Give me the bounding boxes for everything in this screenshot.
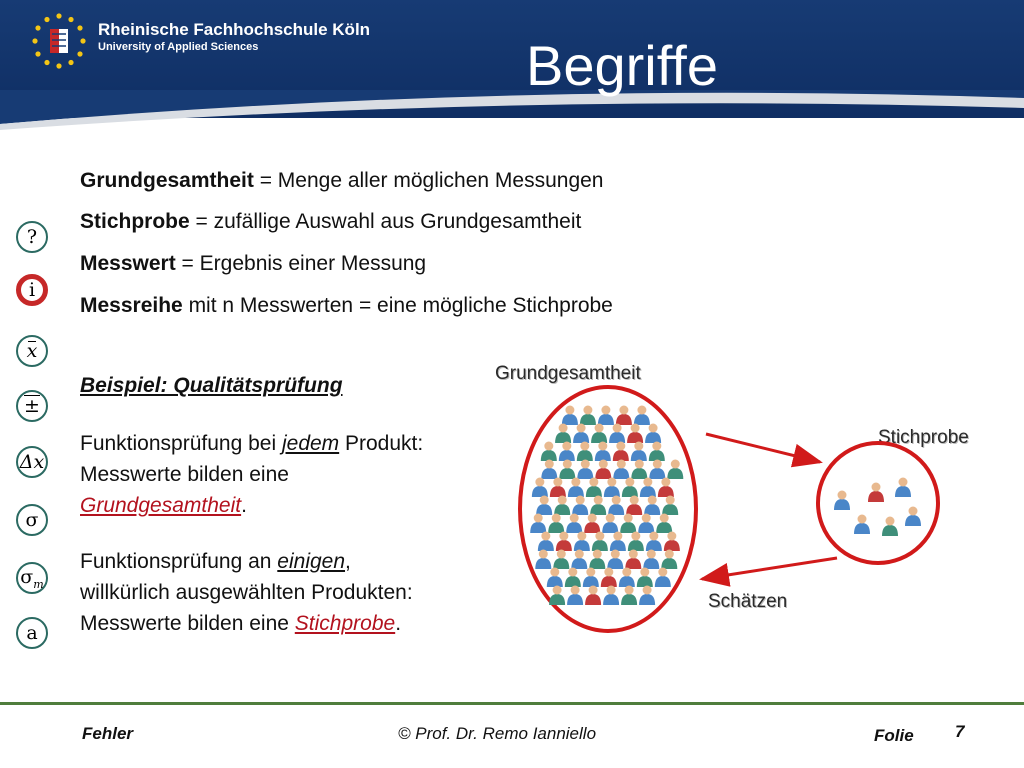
nav-sigma-m-button[interactable] [16,562,48,594]
person-icon [541,442,557,462]
person-icon [601,568,617,588]
person-icon [532,478,548,498]
person-icon [639,586,655,606]
person-icon [589,550,605,570]
person-icon [555,424,571,444]
grundgesamtheit-link[interactable]: Grundgesamtheit [80,494,242,517]
footer-folie-label: Folie [874,726,914,745]
estimate-arrow [702,558,837,579]
sample-figures [834,478,921,537]
person-icon [613,460,629,480]
person-icon [645,424,661,444]
person-icon [573,424,589,444]
person-icon [580,406,596,426]
person-icon [905,507,921,527]
person-icon [609,424,625,444]
person-icon [834,491,850,511]
person-icon [607,550,623,570]
person-icon [556,532,572,552]
person-icon [626,496,642,516]
person-icon [854,515,870,535]
definition-messreihe: Messreihe mit n Messwerten = eine mögliche Stichprobe [80,294,613,317]
footer-topic: Fehler [82,724,134,743]
person-icon [550,478,566,498]
person-icon [586,478,602,498]
person-icon [602,514,618,534]
person-icon [620,514,636,534]
person-icon [627,424,643,444]
footer-divider [0,702,1024,705]
person-icon [548,514,564,534]
person-icon [656,514,672,534]
person-icon [553,550,569,570]
person-icon [547,568,563,588]
delta-x-icon: Δx [19,451,45,473]
question-icon: ? [26,226,38,248]
person-icon [622,478,638,498]
person-icon [637,568,653,588]
university-name: Rheinische Fachhochschule Köln [98,20,371,39]
nav-mean-button[interactable] [16,335,48,367]
person-icon [571,550,587,570]
sigma-icon: σ [25,509,39,531]
sample-label: Stichprobe [878,427,969,448]
population-figures [530,406,683,606]
a-icon: a [26,622,38,644]
person-icon [667,460,683,480]
nav-sigma-button[interactable] [16,504,48,536]
person-icon [643,550,659,570]
plus-minus-icon: ± [24,395,40,417]
person-icon [538,532,554,552]
definition-messwert: Messwert = Ergebnis einer Messung [80,252,427,275]
example-heading: Beispiel: Qualitätsprüfung [80,374,343,397]
person-icon [655,568,671,588]
person-icon [541,460,557,480]
person-icon [572,496,588,516]
population-label: Grundgesamtheit [495,363,641,384]
person-icon [649,442,665,462]
person-icon [574,532,590,552]
person-icon [634,406,650,426]
person-icon [644,496,660,516]
person-icon [568,478,584,498]
person-icon [628,532,644,552]
diagram-graphics [490,355,1010,645]
example-paragraph-sample: Funktionsprüfung an einigen, willkürlich ausgewählten Produkten: Messwerte bilden eine Stichprobe. [80,550,413,635]
person-icon [530,514,546,534]
person-icon [619,568,635,588]
person-icon [590,496,606,516]
person-icon [631,460,647,480]
nav-a-button[interactable] [16,617,48,649]
nav-delta-x-button[interactable] [16,446,48,478]
person-icon [646,532,662,552]
person-icon [535,550,551,570]
person-icon [631,442,647,462]
definition-grundgesamtheit: Grundgesamtheit = Menge aller möglichen Messungen [80,169,604,192]
footer-author: © Prof. Dr. Remo Ianniello [398,724,597,743]
info-icon: i [28,279,36,301]
person-icon [584,514,600,534]
person-icon [616,406,632,426]
person-icon [610,532,626,552]
nav-info-button[interactable] [16,274,48,306]
nav-plus-minus-button[interactable] [16,390,48,422]
person-icon [595,442,611,462]
estimate-label: Schätzen [708,591,788,612]
person-icon [559,442,575,462]
person-icon [559,460,575,480]
person-icon [662,496,678,516]
person-icon [625,550,641,570]
person-icon [664,532,680,552]
person-icon [591,424,607,444]
person-icon [583,568,599,588]
header-curve [0,90,1024,140]
sampling-arrow [706,434,820,462]
person-icon [554,496,570,516]
footer-page-number: 7 [955,722,965,741]
person-icon [577,460,593,480]
person-icon [604,478,620,498]
person-icon [882,517,898,537]
person-icon [608,496,624,516]
person-icon [621,586,637,606]
person-icon [536,496,552,516]
example-paragraph-population: Funktionsprüfung bei jedem Produkt: Messwerte bilden eine Grundgesamtheit. [80,432,424,517]
person-icon [613,442,629,462]
person-icon [658,478,674,498]
person-icon [640,478,656,498]
person-icon [595,460,611,480]
person-icon [577,442,593,462]
university-subtitle: University of Applied Sciences [98,41,259,53]
person-icon [603,586,619,606]
person-icon [868,483,884,503]
person-icon [567,586,583,606]
nav-question-button[interactable] [16,221,48,253]
person-icon [649,460,665,480]
mean-icon: x [26,340,38,362]
person-icon [895,478,911,498]
person-icon [592,532,608,552]
person-icon [565,568,581,588]
person-icon [598,406,614,426]
sigma-m-icon: $\sigma_m$ [20,565,44,591]
sampling-diagram [490,355,1010,645]
stichprobe-link[interactable]: Stichprobe [294,612,396,635]
person-icon [638,514,654,534]
person-icon [562,406,578,426]
person-icon [661,550,677,570]
person-icon [585,586,601,606]
page-title: Begriffe [526,34,718,97]
university-logo [30,12,88,70]
person-icon [549,586,565,606]
definition-stichprobe: Stichprobe = zufällige Auswahl aus Grundgesamtheit [80,210,582,233]
person-icon [566,514,582,534]
